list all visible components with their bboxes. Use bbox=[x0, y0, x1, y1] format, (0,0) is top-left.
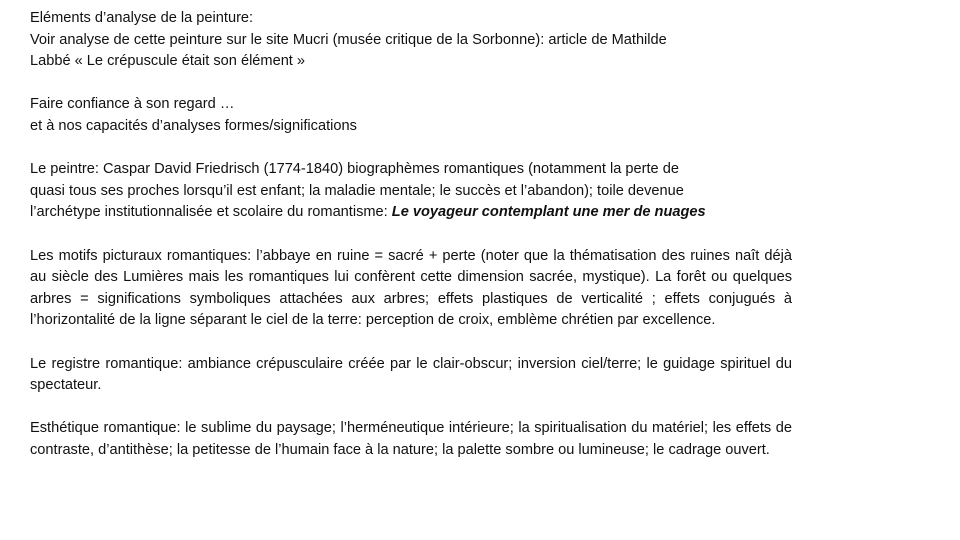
analysis-heading: Eléments d’analyse de la peinture: bbox=[30, 10, 254, 26]
trust-gaze-block bbox=[30, 94, 792, 137]
painter-line-3 bbox=[30, 202, 792, 224]
article-title-line: Labbé « Le crépuscule était son élément » bbox=[30, 53, 306, 70]
slide-content bbox=[30, 8, 792, 483]
painter-line-3-prefix: l’archétype institutionnalisée et scolaire du romantisme: bbox=[30, 204, 392, 221]
analysis-intro-block bbox=[30, 8, 792, 73]
mucri-reference-line: Voir analyse de cette peinture sur le site Mucri (musée critique de la Sorbonne): article de Mathilde bbox=[30, 31, 667, 48]
painter-line-2: quasi tous ses proches lorsqu’il est enfant; la maladie mentale; le succès et l’abandon); toile devenue bbox=[30, 182, 684, 199]
motifs-block: Les motifs picturaux romantiques: l’abbaye en ruine = sacré + perte (noter que la thématisation des ruines naît déjà au siècle des Lumières mais les romantiques lui confèrent cette dimension sacrée, mystique). La forêt ou quelques arbres = significations symboliques attachées aux arbres; effets plastiques de verticalité ; effets conjugués à l’horizontalité de la ligne séparant le ciel de la terre: perception de croix, emblème chrétien par excellence. bbox=[30, 247, 792, 329]
analysis-capacity-line: et à nos capacités d’analyses formes/significations bbox=[30, 117, 357, 134]
painter-block bbox=[30, 159, 792, 224]
aesthetics-block: Esthétique romantique: le sublime du paysage; l’herméneutique intérieure; la spiritualisation du matériel; les effets de contraste, d’antithèse; la petitesse de l’humain face à la nature; la palette sombre ou lumineuse; le cadrage ouvert. bbox=[30, 420, 792, 458]
painting-title: Le voyageur contemplant une mer de nuages bbox=[391, 204, 706, 221]
painter-line-1: Le peintre: Caspar David Friedrisch (1774-1840) biographèmes romantiques (notamment la perte de bbox=[30, 161, 679, 178]
register-block: Le registre romantique: ambiance crépusculaire créée par le clair-obscur; inversion ciel/terre; le guidage spirituel du spectateur. bbox=[30, 355, 792, 394]
trust-gaze-line: Faire confiance à son regard … bbox=[30, 96, 235, 113]
